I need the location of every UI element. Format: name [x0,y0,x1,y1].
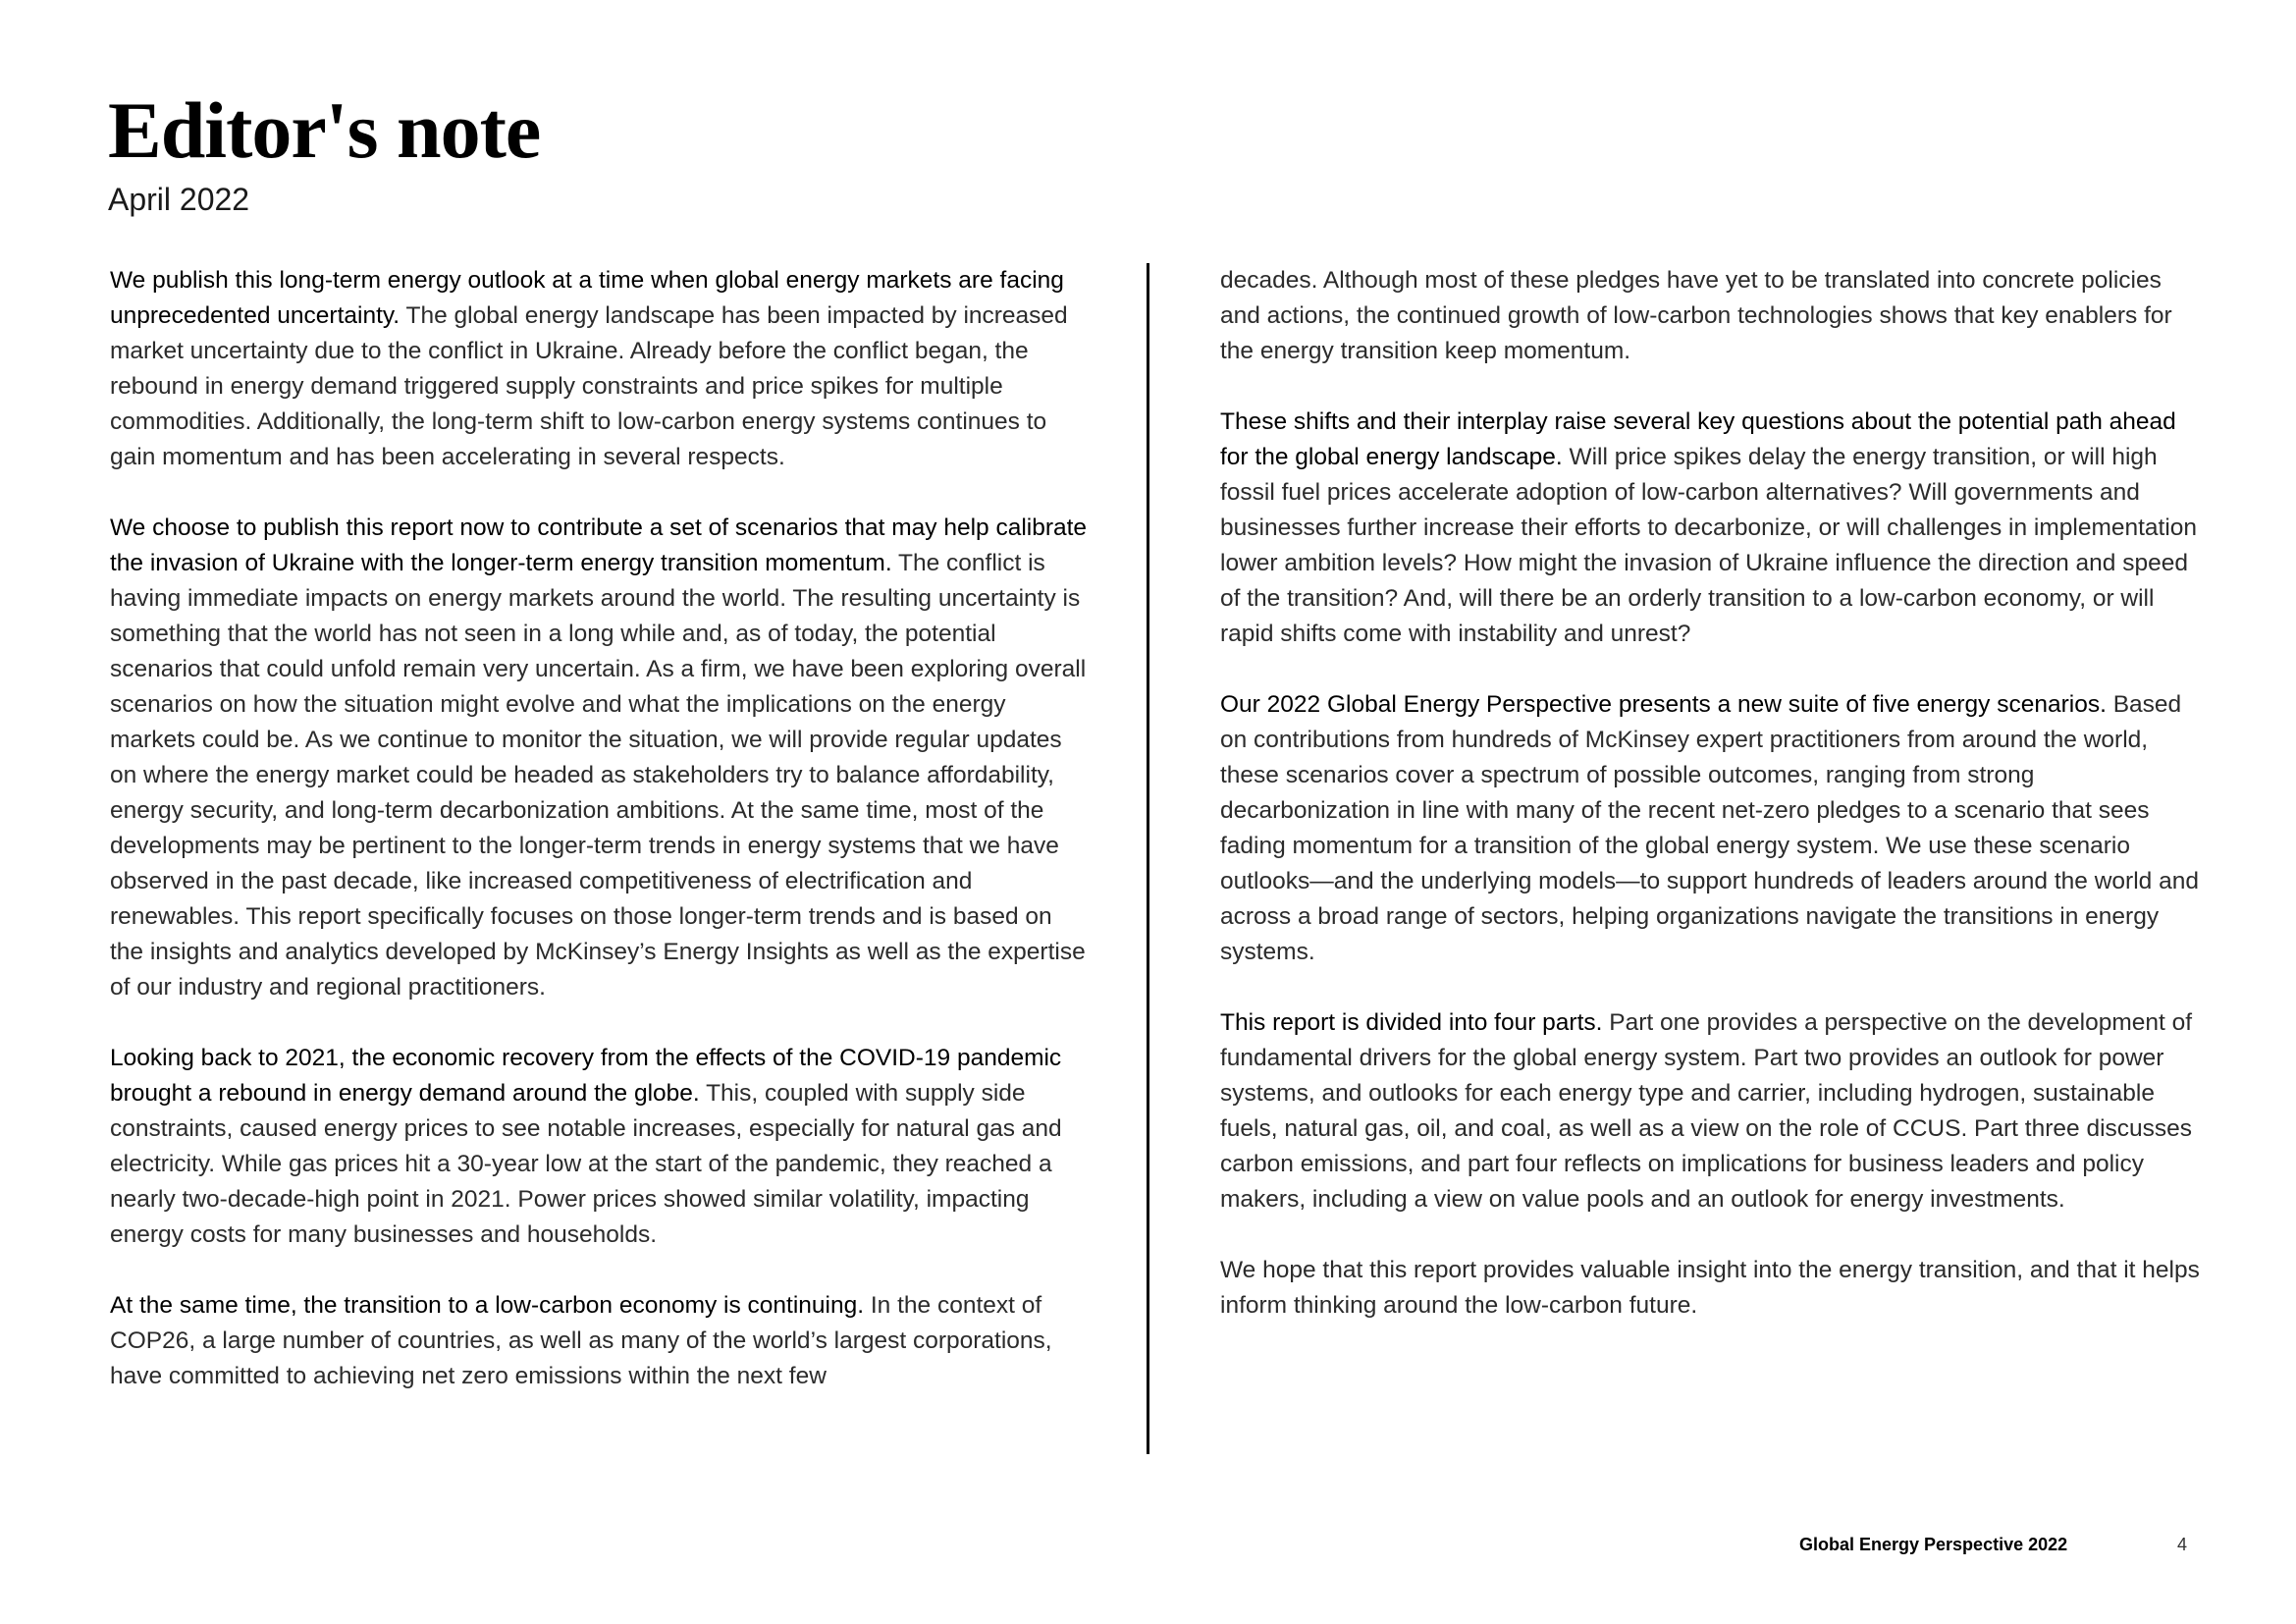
paragraph-body: In the context of COP26, a large number of countries, as well as many of the world’s largest corporations, have committed to achieving net zero emissions within the next few [110,1292,1052,1389]
column-divider [1147,263,1149,1454]
paragraph-lead: This report is divided into four parts. [1220,1009,1603,1036]
page-title: Editor's note [108,85,541,175]
page-number: 4 [2177,1535,2188,1554]
footer-publication-title: Global Energy Perspective 2022 [1799,1535,2068,1554]
paragraph [1220,687,2202,970]
paragraph [1220,1253,2202,1324]
paragraph-body: Part one provides a perspective on the development of fundamental drivers for the global energy system. Part two provides an outlook for power systems, and outlooks for each energy type and carrier, including hydrogen, sustainable fuels, natural gas, oil, and coal, as well as a view on the role of CCUS. Part three discusses carbon emissions, and part four reflects on implications for business leaders and policy makers, including a view on value pools and an outlook for energy investments. [1220,1009,2193,1213]
paragraph-lead: We choose to publish this report now to contribute a set of scenarios that may help calibrate the invasion of Ukraine with the longer-term energy transition momentum. [110,514,1088,576]
paragraph-body: The global energy landscape has been impacted by increased market uncertainty due to the conflict in Ukraine. Already before the conflict began, the rebound in energy demand triggered supply constraints and price spikes for multiple commodities. Additionally, the long-term shift to low-carbon energy systems continues to gain momentum and has been accelerating in several respects. [110,302,1068,470]
paragraph-lead: Looking back to 2021, the economic recovery from the effects of the COVID-19 pandemic brought a rebound in energy demand around the globe. [110,1045,1062,1107]
paragraph-lead: These shifts and their interplay raise several key questions about the potential path ahead for the global energy landscape. [1220,408,2176,470]
paragraph-body: This, coupled with supply side constraints, caused energy prices to see notable increases, especially for natural gas and electricity. While gas prices hit a 30-year low at the start of the pandemic, they reached a nearly two-decade-high point in 2021. Power prices showed similar volatility, impacting energy costs for many businesses and households. [110,1080,1062,1248]
paragraph [110,1041,1092,1253]
left-column [110,263,1092,1430]
paragraph-body: decades. Although most of these pledges have yet to be translated into concrete policies and actions, the continued growth of low-carbon technologies shows that key enablers for the energy transition keep momentum. [1220,267,2172,364]
paragraph-body: Will price spikes delay the energy transition, or will high fossil fuel prices accelerate adoption of low-carbon alternatives? Will governments and businesses further increase their efforts to decarbonize, or will challenges in implementation lower ambition levels? How might the invasion of Ukraine influence the direction and speed of the transition? And, will there be an orderly transition to a low-carbon economy, or will rapid shifts come with instability and unrest? [1220,444,2198,647]
paragraph-body: Based on contributions from hundreds of McKinsey expert practitioners from around the world, these scenarios cover a spectrum of possible outcomes, ranging from strong decarbonization in line with many of the recent net-zero pledges to a scenario that sees fading momentum for a transition of the global energy system. We use these scenario outlooks—and the underlying models—to support hundreds of leaders around the world and across a broad range of sectors, helping organizations navigate the transitions in energy systems. [1220,691,2199,965]
paragraph [1220,405,2202,652]
paragraph-lead: Our 2022 Global Energy Perspective presents a new suite of five energy scenarios. [1220,691,2107,718]
publication-date: April 2022 [108,182,250,217]
paragraph-body: We hope that this report provides valuable insight into the energy transition, and that it helps inform thinking around the low-carbon future. [1220,1257,2200,1319]
paragraph-lead: At the same time, the transition to a low-carbon economy is continuing. [110,1292,865,1319]
paragraph-body: The conflict is having immediate impacts on energy markets around the world. The resulting uncertainty is something that the world has not seen in a long while and, as of today, the potential scenarios that could unfold remain very uncertain. As a firm, we have been exploring overall scenarios on how the situation might evolve and what the implications on the energy markets could be. As we continue to monitor the situation, we will provide regular updates on where the energy market could be headed as stakeholders try to balance affordability, energy security, and long-term decarbonization ambitions. At the same time, most of the developments may be pertinent to the longer-term trends in energy systems that we have observed in the past decade, like increased competitiveness of electrification and renewables. This report specifically focuses on those longer-term trends and is based on the insights and analytics developed by McKinsey’s Energy Insights as well as the expertise of our industry and regional practitioners. [110,550,1087,1001]
paragraph [1220,1005,2202,1218]
right-column [1220,263,2202,1359]
paragraph [1220,263,2202,369]
paragraph [110,511,1092,1005]
paragraph-lead: We publish this long-term energy outlook at a time when global energy markets are facing unprecedented uncertainty. [110,267,1064,329]
paragraph [110,263,1092,475]
paragraph [110,1288,1092,1394]
